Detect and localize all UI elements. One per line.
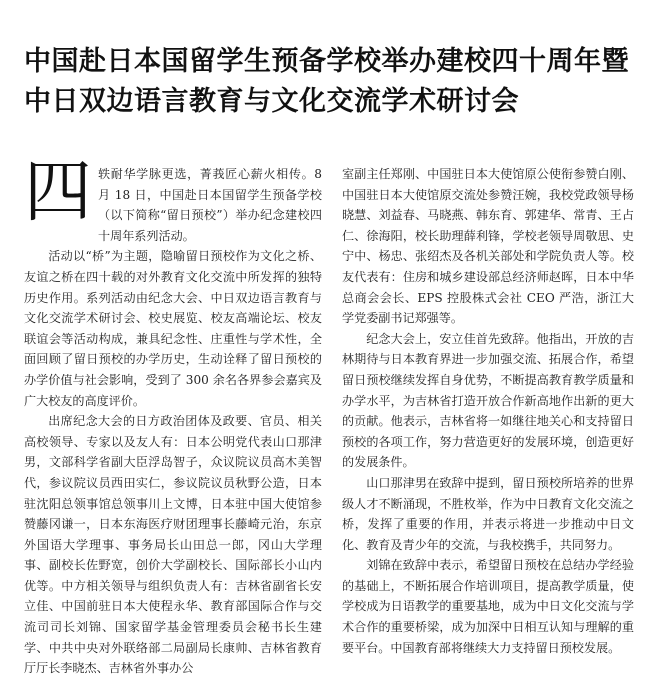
paragraph: 活动以“桥”为主题，隐喻留日预校作为文化之桥、友谊之桥在四十载的对外教育文化交流中所发挥的独特历史作用。系列活动由纪念大会、中日双边语言教育与文化交流学术研讨会、校史展览、校友高端论坛、校友联谊会等活动构成，兼具纪念性、庄重性与学术性，全面回顾了留日预校的办学历史，生动诠释了留日预校的办学价值与社会影响，受到了 300 余名各界参会嘉宾及广大校友的高度评价。 (24, 249, 322, 408)
title-line-2: 中日双边语言教育与文化交流学术研讨会 (24, 86, 519, 117)
paragraph: 出席纪念大会的日方政治团体及政要、官员、相关高校领导、专家以及友人有：日本公明党代表山口那津男，文部科学省副大臣浮岛智子，众议院议员高木美智代，参议院议员西田实仁，参议院议员秋野公造，日本驻沈阳总领事馆总领事川上文博，日本驻中国大使馆参赞藤冈谦一，日本东海医疗财团理事长藤崎元治，东京外国语大学理事、事务局长山田总一郎，冈山大学理事、副校长佐野宽，创价大学副校长、国际部长小山内优等。中方相关领导与组织负责人有：吉林省副省长安立佳、中国前驻日本大使程永华、教育部国际合作与交流司司长刘锦、国家留学基金管理委员会秘书长生建学、中共中央对外联络部二局副局长康帅、吉林省教育厅厅长李晓杰、吉林省外事办公 (24, 414, 322, 676)
paragraph-text: 轶耐华学脉更选，菁莪匠心薪火相传。8 月 18 日，中国赴日本国留学生预备学校（以下简称“留日预校”）举办纪念建校四十周年系列活动。 (98, 167, 322, 243)
right-column (342, 164, 634, 658)
paragraph: 刘锦在致辞中表示，希望留日预校在总结办学经验的基础上，不断拓展合作培训项目，提高教学质量，使学校成为日语教学的重要基地，成为中日文化交流与学术合作的重要桥梁，成为加深中日相互认知与理解的重要平台。中国教育部将继续大力支持留日预校发展。 (342, 558, 634, 655)
title-line-1: 中国赴日本国留学生预备学校举办建校四十周年暨 (24, 46, 629, 77)
paragraph: 山口那津男在致辞中提到，留日预校所培养的世界级人才不断涌现，不胜枚举，作为中日教育文化交流之桥，发挥了重要的作用，并表示将进一步推动中日文化、教育及青少年的交流，与我校携手，共同努力。 (342, 475, 634, 552)
dropcap: 四 (24, 153, 93, 232)
paragraph: 纪念大会上，安立佳首先致辞。他指出，开放的吉林期待与日本教育界进一步加强交流、拓展合作，希望留日预校继续发挥自身优势，不断提高教育教学质量和办学水平，为吉林省打造开放合作新高地作出新的更大的贡献。他表示，吉林省将一如继往地关心和支持留日预校的各项工作，努力营造更好的发展环境，创造更好的发展条件。 (342, 331, 634, 470)
paragraph-continued: 室副主任郑刚、中国驻日本大使馆原公使衔参赞白刚、中国驻日本大使馆原交流处参赞汪婉，我校党政领导杨晓慧、刘益春、马晓燕、韩东育、郭建华、常青、王占仁、徐海阳，校长助理薛利锋，学校老领导周敬思、史宁中、杨忠、张绍杰及各机关部处和学院负责人等。校友代表有：住房和城乡建设部总经济师赵晖，日本中华总商会会长、EPS 控股株式会社 CEO 严浩，浙江大学党委副书记郑强等。 (342, 167, 634, 326)
left-column (24, 153, 322, 679)
article-title (24, 42, 644, 122)
lead-paragraph (24, 153, 322, 246)
